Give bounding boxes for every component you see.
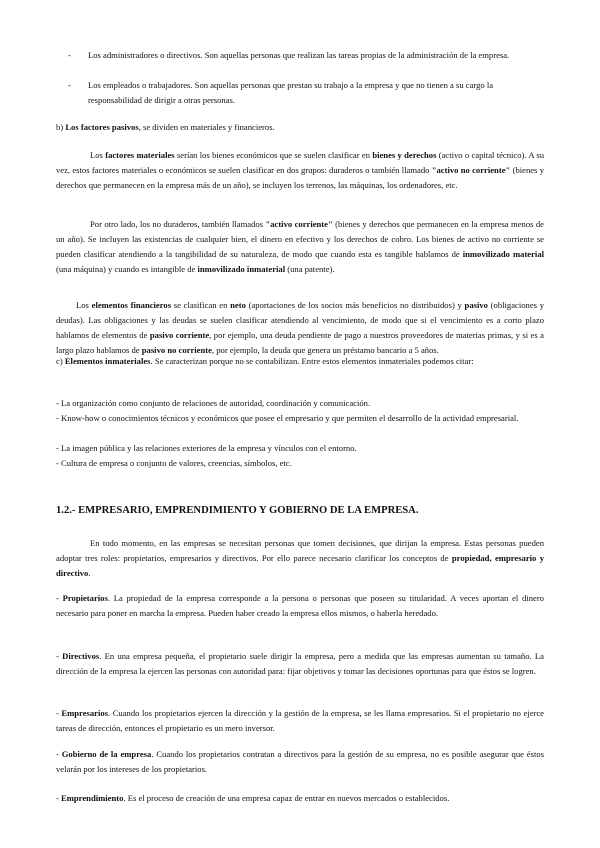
paragraph-gobierno: - Gobierno de la empresa. Cuando los propietarios contratan a directivos para la gestión de su empresa, no es posible asegurar que éstos velarán por los intereses de los propietarios. bbox=[56, 749, 544, 774]
paragraph-propietarios: - Propietarios. La propiedad de la empresa corresponde a la persona o personas que poseen su titularidad. A veces aportan el dinero necesario para poner en marcha la empresa. Pueden haber creado la empresa ellos mismos, o haberla heredado. bbox=[56, 593, 544, 618]
list-text: Los administradores o directivos. Son aquellas personas que realizan las tareas propias de la administración de la empresa. bbox=[88, 50, 510, 60]
list-item-imagen-publica: - La imagen pública y las relaciones exteriores de la empresa y vínculos con el entorno. bbox=[56, 443, 357, 453]
paragraph-elementos-inmateriales: c) Elementos inmateriales. Se caracterizan porque no se contabilizan. Entre estos elementos inmateriales podemos citar: bbox=[56, 356, 474, 366]
paragraph-factores-materiales: Los factores materiales serían los bienes económicos que se suelen clasificar en bienes y derechos (activo o capital técnico). A su vez, estos factores materiales o económicos se suelen clasificar en dos grupos: duraderos o también llamado "activo no corriente" (bienes y derechos que permanecen en la empresa más de un año), se incluyen los terrenos, las máquinas, los ordenadores, etc. bbox=[56, 150, 545, 190]
list-item-cultura: - Cultura de empresa o conjunto de valores, creencias, símbolos, etc. bbox=[56, 458, 292, 468]
list-dash: - bbox=[68, 80, 71, 90]
list-item-organizacion: - La organización como conjunto de relaciones de autoridad, coordinación y comunicación. bbox=[56, 398, 371, 408]
paragraph-elementos-financieros: Los elementos financieros se clasifican en neto (aportaciones de los socios más beneficios no distribuidos) y pasivo (obligaciones y deudas). Las obligaciones y las deudas se suelen clasificar atendiendo al vencimiento, de modo que si el vencimiento es a corto plazo hablamos de elementos de pasivo corriente, por ejemplo, una deuda pendiente de pago a nuestros proveedores de materias primas, y si es a largo plazo hablamos de pasivo no corriente, por ejemplo, la deuda que genera un préstamo bancario a 5 años. bbox=[56, 300, 544, 355]
list-item-administradores bbox=[68, 48, 544, 63]
paragraph-no-duraderos: Por otro lado, los no duraderos, también llamados "activo corriente" (bienes y derechos que permanecen en la empresa menos de un año). Se incluyen las existencias de cualquier bien, el dinero en efectivo y los derechos de cobro. Los bienes de activo no corriente se pueden clasificar atendiendo a la tangibilidad de su naturaleza, de modo que cuando esta es tangible hablamos de inmovilizado material (una máquina) y cuando es intangible de inmovilizado inmaterial (una patente). bbox=[56, 219, 545, 274]
paragraph-directivos: - Directivos. En una empresa pequeña, el propietario suele dirigir la empresa, pero a medida que las empresas aumentan su tamaño. La dirección de la empresa la ejercen las personas con autoridad para: fijar objetivos y tomar las decisiones oportunas para que éstos se logren. bbox=[56, 651, 544, 676]
list-item-empleados bbox=[68, 78, 544, 108]
section-heading: 1.2.- EMPRESARIO, EMPRENDIMIENTO Y GOBIERNO DE LA EMPRESA. bbox=[56, 505, 419, 516]
list-text: Los empleados o trabajadores. Son aquellas personas que prestan su trabajo a la empresa y que no tienen a su cargo la responsabilidad de dirigir a otras personas. bbox=[88, 80, 494, 105]
paragraph-empresarios: - Empresarios. Cuando los propietarios ejercen la dirección y la gestión de la empresa, se les llama empresarios. Si el propietario no ejerce tareas de dirección, entonces el propietario es un mero inversor. bbox=[56, 708, 544, 733]
list-dash: - bbox=[68, 50, 71, 60]
paragraph-intro: En todo momento, en las empresas se necesitan personas que tomen decisiones, que dirijan la empresa. Estas personas pueden adoptar tres roles: propietarios, empresarios y directivos. Por ello parece necesario clarificar los conceptos de propiedad, empresario y directivo. bbox=[56, 538, 544, 578]
paragraph-factores-pasivos: b) Los factores pasivos, se dividen en materiales y financieros. bbox=[56, 122, 275, 132]
list-item-know-how: - Know-how o conocimientos técnicos y económicos que posee el empresario y que permiten el desarrollo de la actividad empresarial. bbox=[56, 413, 519, 423]
paragraph-emprendimiento: - Emprendimiento. Es el proceso de creación de una empresa capaz de entrar en nuevos mercados o establecidos. bbox=[56, 793, 450, 803]
